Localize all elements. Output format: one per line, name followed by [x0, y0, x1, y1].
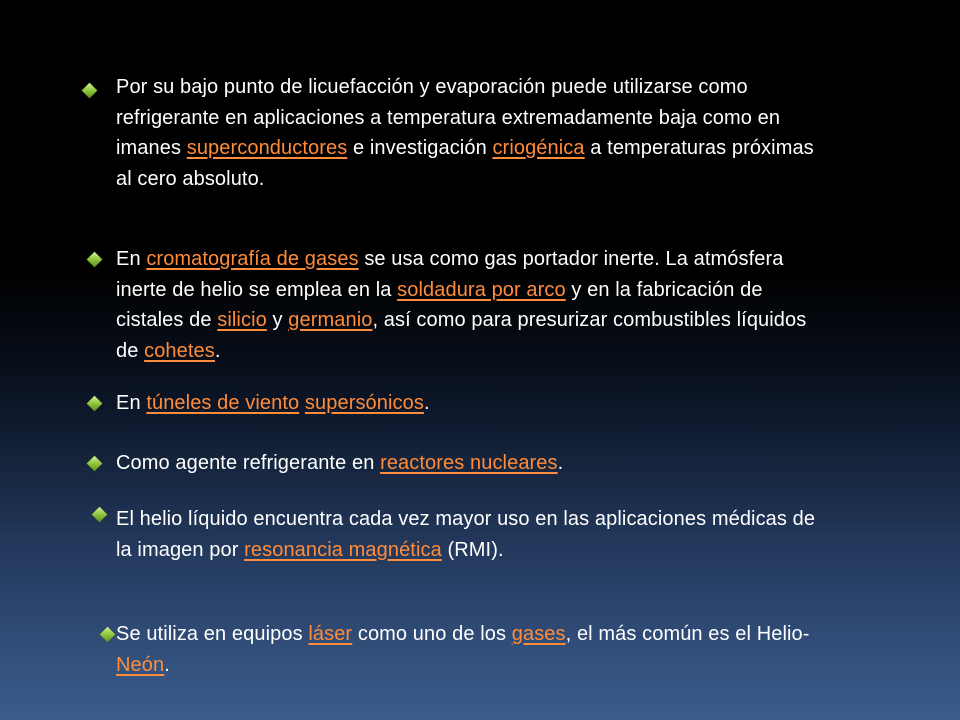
bullet-text: Como agente refrigerante en — [116, 452, 381, 474]
bullet-text: , el más común es el Helio- — [565, 623, 810, 645]
diamond-bullet-icon — [82, 83, 98, 99]
bullet-text: En — [116, 392, 147, 414]
bullet-laser — [116, 619, 816, 680]
link-cromatografia-de-gases[interactable]: cromatografía de gases — [146, 248, 359, 270]
link-reactores-nucleares[interactable]: reactores nucleares — [380, 452, 558, 474]
link-germanio[interactable]: germanio — [288, 309, 373, 331]
link-cohetes[interactable]: cohetes — [144, 339, 215, 362]
bullet-text: . — [164, 653, 170, 676]
bullet-text: El helio líquido encuentra cada vez mayor uso en las aplicaciones médicas de la imagen por — [116, 508, 816, 561]
bullet-text: Se utiliza en equipos — [116, 623, 309, 645]
bullet-text: , así como para presurizar combustibles líquidos de — [116, 309, 807, 362]
link-supersonicos[interactable]: supersónicos — [304, 392, 424, 414]
bullet-resonancia-magnetica — [116, 504, 816, 565]
bullet-text: En — [116, 248, 147, 270]
bullet-reactores-nucleares — [116, 448, 816, 479]
bullet-cromatografia — [116, 244, 816, 366]
bullet-text: se usa como gas portador inerte. La atmósfera inerte de helio se emplea en la — [116, 248, 784, 301]
bullet-tuneles-de-viento — [116, 388, 816, 419]
link-resonancia-magnetica[interactable]: resonancia magnética — [244, 538, 442, 561]
bullet-text: como uno de los — [352, 623, 512, 645]
link-gases[interactable]: gases — [511, 623, 566, 645]
diamond-bullet-icon — [92, 507, 108, 523]
bullet-text: e investigación — [347, 137, 493, 159]
bullet-text: (RMI). — [441, 538, 504, 561]
bullet-text: a temperaturas próximas al cero absoluto. — [116, 137, 814, 190]
diamond-bullet-icon — [87, 252, 103, 268]
bullet-text: y — [266, 309, 289, 331]
bullet-text: . — [214, 339, 221, 362]
link-soldadura-por-arco[interactable]: soldadura por arco — [397, 278, 566, 301]
link-laser[interactable]: láser — [308, 623, 353, 645]
link-criogenica[interactable]: criogénica — [492, 137, 585, 159]
link-tuneles-de-viento[interactable]: túneles de viento — [146, 392, 300, 414]
bullet-text: . — [423, 392, 430, 414]
diamond-bullet-icon — [100, 627, 116, 643]
bullet-text: y en la fabricación de cistales de — [116, 278, 763, 331]
diamond-bullet-icon — [87, 456, 103, 472]
link-superconductores[interactable]: superconductores — [186, 137, 348, 159]
bullet-text: . — [557, 452, 564, 474]
diamond-bullet-icon — [87, 396, 103, 412]
link-silicio[interactable]: silicio — [217, 309, 267, 331]
link-neon[interactable]: Neón — [116, 653, 165, 676]
bullet-text: Por su bajo punto de licuefacción y evaporación puede utilizarse como refrigerante en aplicaciones a temperatura extremadamente baja como en imanes — [116, 76, 781, 159]
bullet-refrigerante-criogenico — [116, 72, 816, 194]
